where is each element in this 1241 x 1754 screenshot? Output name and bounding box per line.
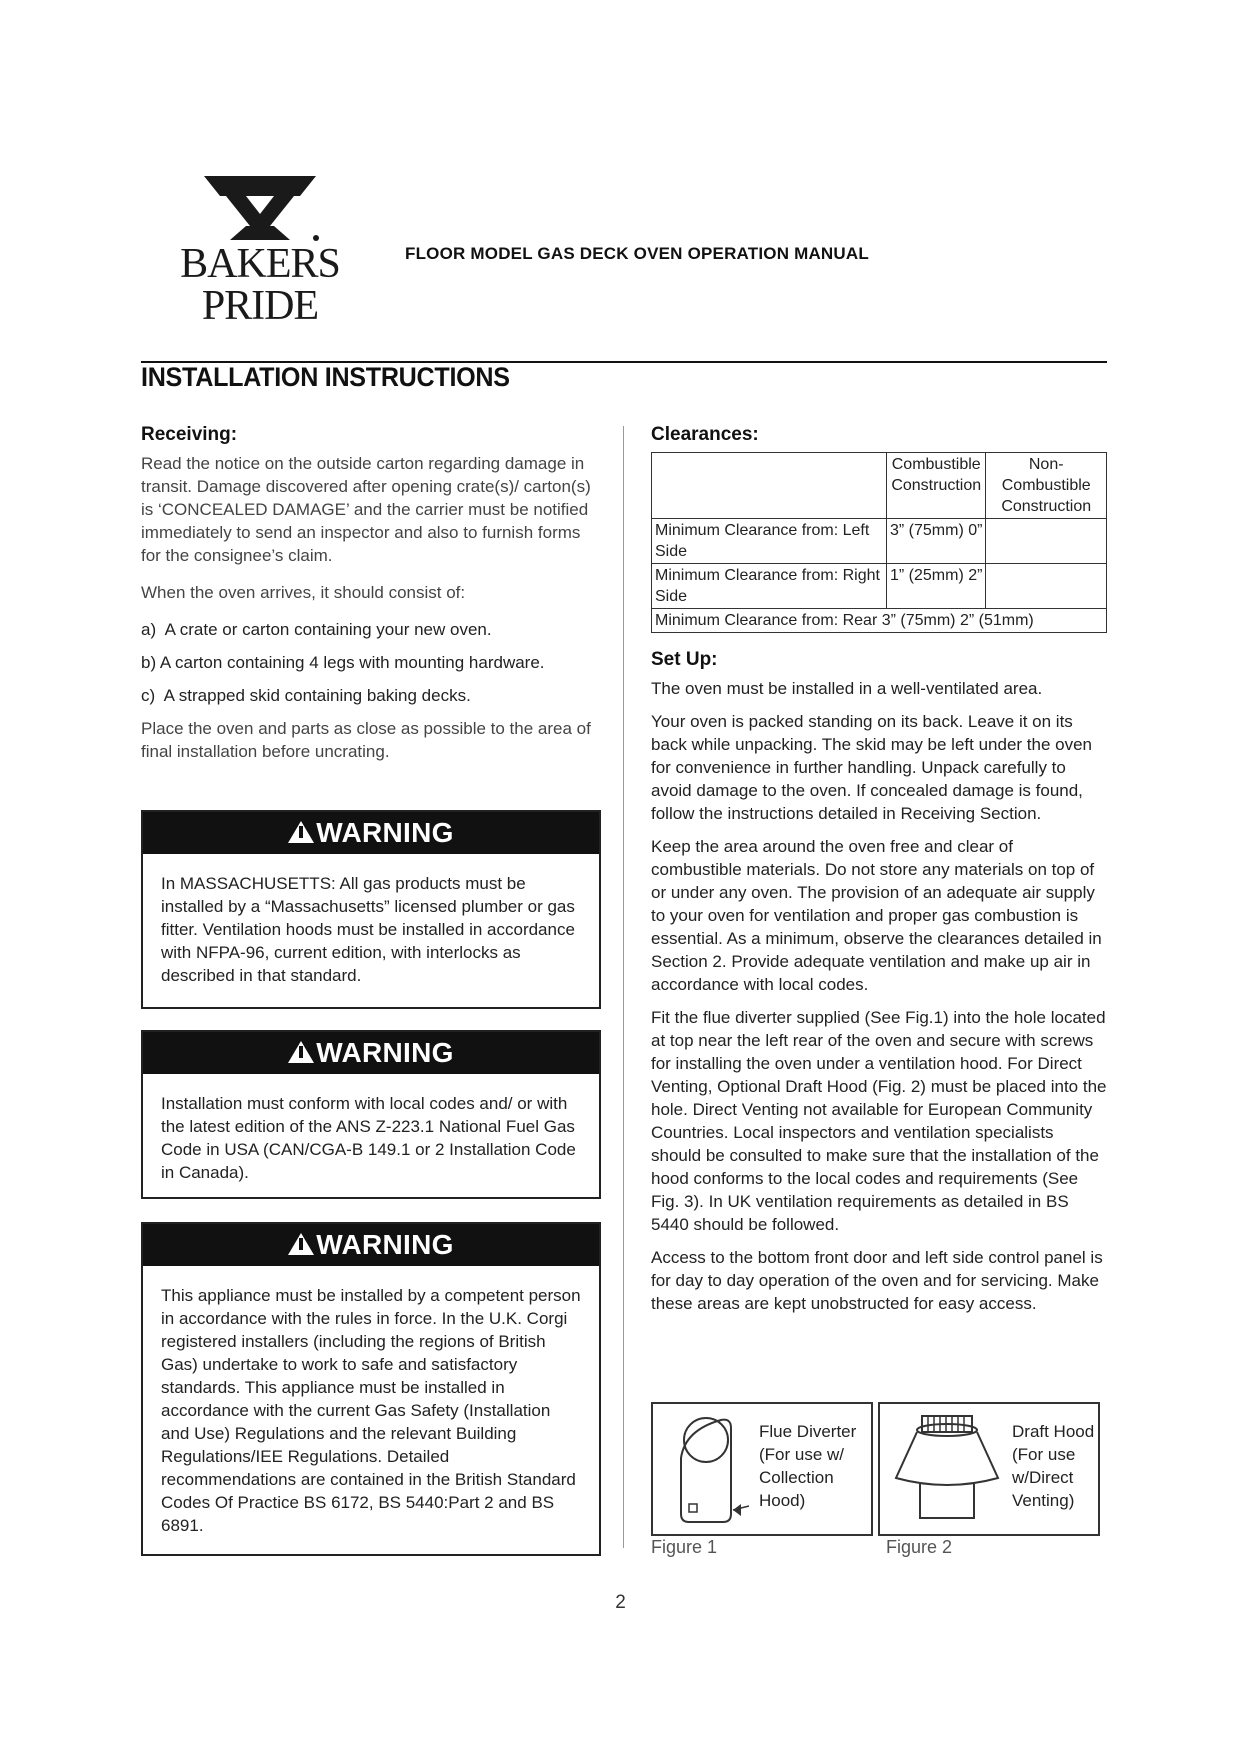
table-cell — [986, 564, 1107, 609]
figure-1-box — [651, 1402, 873, 1536]
clearances-table — [651, 452, 1107, 633]
manual-title: FLOOR MODEL GAS DECK OVEN OPERATION MANUAL — [405, 244, 869, 263]
table-cell: Minimum Clearance from: Left Side — [652, 519, 887, 564]
logo-line-2: PRIDE — [201, 283, 319, 329]
section-title: INSTALLATION INSTRUCTIONS — [141, 362, 510, 392]
setup-para-3: Keep the area around the oven free and clear of combustible materials. Do not store any materials on top of or under any oven. The provision of an adequate air supply to your oven for ventilation and proper gas combustion is essential. As a minimum, observe the clearances detailed in Section 2. Provide adequate ventilation and make up air in accordance with local codes. — [651, 837, 1102, 994]
clearances-setup-section — [651, 424, 1107, 1315]
receiving-item-b: b) A carton containing 4 legs with mounting hardware. — [141, 653, 545, 672]
warning-title: WARNING — [316, 1037, 454, 1068]
figure-2-label-line: w/Direct — [1012, 1468, 1074, 1487]
figure-2-box — [878, 1402, 1100, 1536]
warning-triangle-icon — [288, 821, 314, 843]
table-row — [652, 519, 1107, 564]
figure-1-label-line: (For use w/ — [759, 1445, 845, 1464]
figure-1-caption: Figure 1 — [651, 1537, 718, 1557]
table-cell: Combustible Construction — [887, 453, 986, 519]
receiving-para-3: Place the oven and parts as close as possible to the area of final installation before uncrating. — [141, 719, 591, 761]
figure-1-label-line: Collection — [759, 1468, 834, 1487]
clearances-heading: Clearances: — [651, 424, 759, 445]
warning-text: Installation must conform with local codes and/ or with the latest edition of the ANS Z-223.1 National Fuel Gas Code in USA (CAN/CGA-B 149.1 or 2 Installation Code in Canada). — [161, 1094, 576, 1182]
table-row — [652, 564, 1107, 609]
warning-title: WARNING — [316, 817, 454, 848]
flue-diverter-icon — [671, 1410, 761, 1528]
figure-2-label-line: Venting) — [1012, 1491, 1075, 1510]
figure-2-label-line: (For use — [1012, 1445, 1076, 1464]
warning-triangle-icon — [288, 1041, 314, 1063]
warning-title: WARNING — [316, 1229, 454, 1260]
table-cell: 1” (25mm) 2” — [887, 564, 986, 609]
table-cell — [652, 453, 887, 519]
figure-2-label-line: Draft Hood — [1012, 1422, 1095, 1441]
logo-wordmark — [180, 243, 340, 327]
warning-text: This appliance must be installed by a competent person in accordance with the rules in force. In the U.K. Corgi registered installers (including the regions of British Gas) undertake to work to safe and satisfactory standards. This appliance must be installed in accordance with the current Gas Safety (Installation and Use) Regulations and the relevant Building Regulations/IEE Regulations. Detailed recommendations are contained in the British Standard Codes Of Practice BS 6172, BS 5440:Part 2 and BS 6891. — [161, 1286, 581, 1535]
table-cell: Non-Combustible Construction — [986, 453, 1107, 519]
figure-1-label-line: Hood) — [759, 1491, 806, 1510]
warning-box-codes — [141, 1030, 601, 1199]
draft-hood-icon — [890, 1408, 1000, 1526]
figure-2-label — [1012, 1420, 1094, 1512]
setup-para-1: The oven must be installed in a well-ventilated area. — [651, 679, 1043, 698]
warning-triangle-icon — [288, 1233, 314, 1255]
setup-para-5: Access to the bottom front door and left side control panel is for day to day operation of the oven and for servicing. Make these areas are kept unobstructed for easy access. — [651, 1248, 1103, 1313]
table-row — [652, 609, 1107, 633]
table-row — [652, 453, 1107, 519]
column-divider — [623, 426, 624, 1548]
figure-2-caption: Figure 2 — [886, 1537, 953, 1557]
table-cell: Minimum Clearance from: Rear 3” (75mm) 2” (51mm) — [652, 609, 1107, 633]
logo-line-1: BAKERS — [180, 241, 340, 287]
setup-heading: Set Up: — [651, 649, 718, 670]
setup-para-2: Your oven is packed standing on its back. Leave it on its back while unpacking. The skid may be left under the oven for convenience in further handling. Unpack carefully to avoid damage to the oven. If concealed damage is found, follow the instructions detailed in Receiving Section. — [651, 712, 1093, 823]
figure-1-label — [759, 1420, 856, 1512]
receiving-para-1: Read the notice on the outside carton regarding damage in transit. Damage discovered after opening crate(s)/ carton(s) is ‘CONCEALED DAMAGE’ and the carrier must be notified immediately to send an inspector and also to furnish forms for the consignee’s claim. — [141, 454, 591, 565]
receiving-para-2: When the oven arrives, it should consist of: — [141, 583, 466, 602]
warning-header — [143, 1224, 599, 1266]
figure-1-label-line: Flue Diverter — [759, 1422, 857, 1441]
page-number: 2 — [615, 1592, 626, 1613]
receiving-section — [141, 424, 601, 763]
warning-header — [143, 812, 599, 854]
setup-para-4: Fit the flue diverter supplied (See Fig.1) into the hole located at top near the left rear of the oven and secure with screws for installing the oven under a ventilation hood. For Direct Venting, Optional Draft Hood (Fig. 2) must be placed into the hole. Direct Venting not available for European Community Countries. Local inspectors and ventilation specialists should be consulted to make sure that the installation of the hood conforms to the local codes and requirements (See Fig. 3). In UK ventilation requirements as detailed in BS 5440 should be followed. — [651, 1008, 1107, 1234]
table-cell: 3” (75mm) 0” — [887, 519, 986, 564]
warning-box-massachusetts — [141, 810, 601, 1009]
warning-header — [143, 1032, 599, 1074]
receiving-heading: Receiving: — [141, 424, 238, 445]
receiving-item-c: c) A strapped skid containing baking decks. — [141, 686, 471, 705]
warning-box-uk — [141, 1222, 601, 1556]
warning-text: In MASSACHUSETTS: All gas products must be installed by a “Massachusetts” licensed plumber or gas fitter. Ventilation hoods must be installed in accordance with NFPA-96, current edition, with interlocks as described in that standard. — [161, 874, 575, 985]
table-cell — [986, 519, 1107, 564]
table-cell: Minimum Clearance from: Right Side — [652, 564, 887, 609]
receiving-item-a: a) A crate or carton containing your new oven. — [141, 620, 492, 639]
